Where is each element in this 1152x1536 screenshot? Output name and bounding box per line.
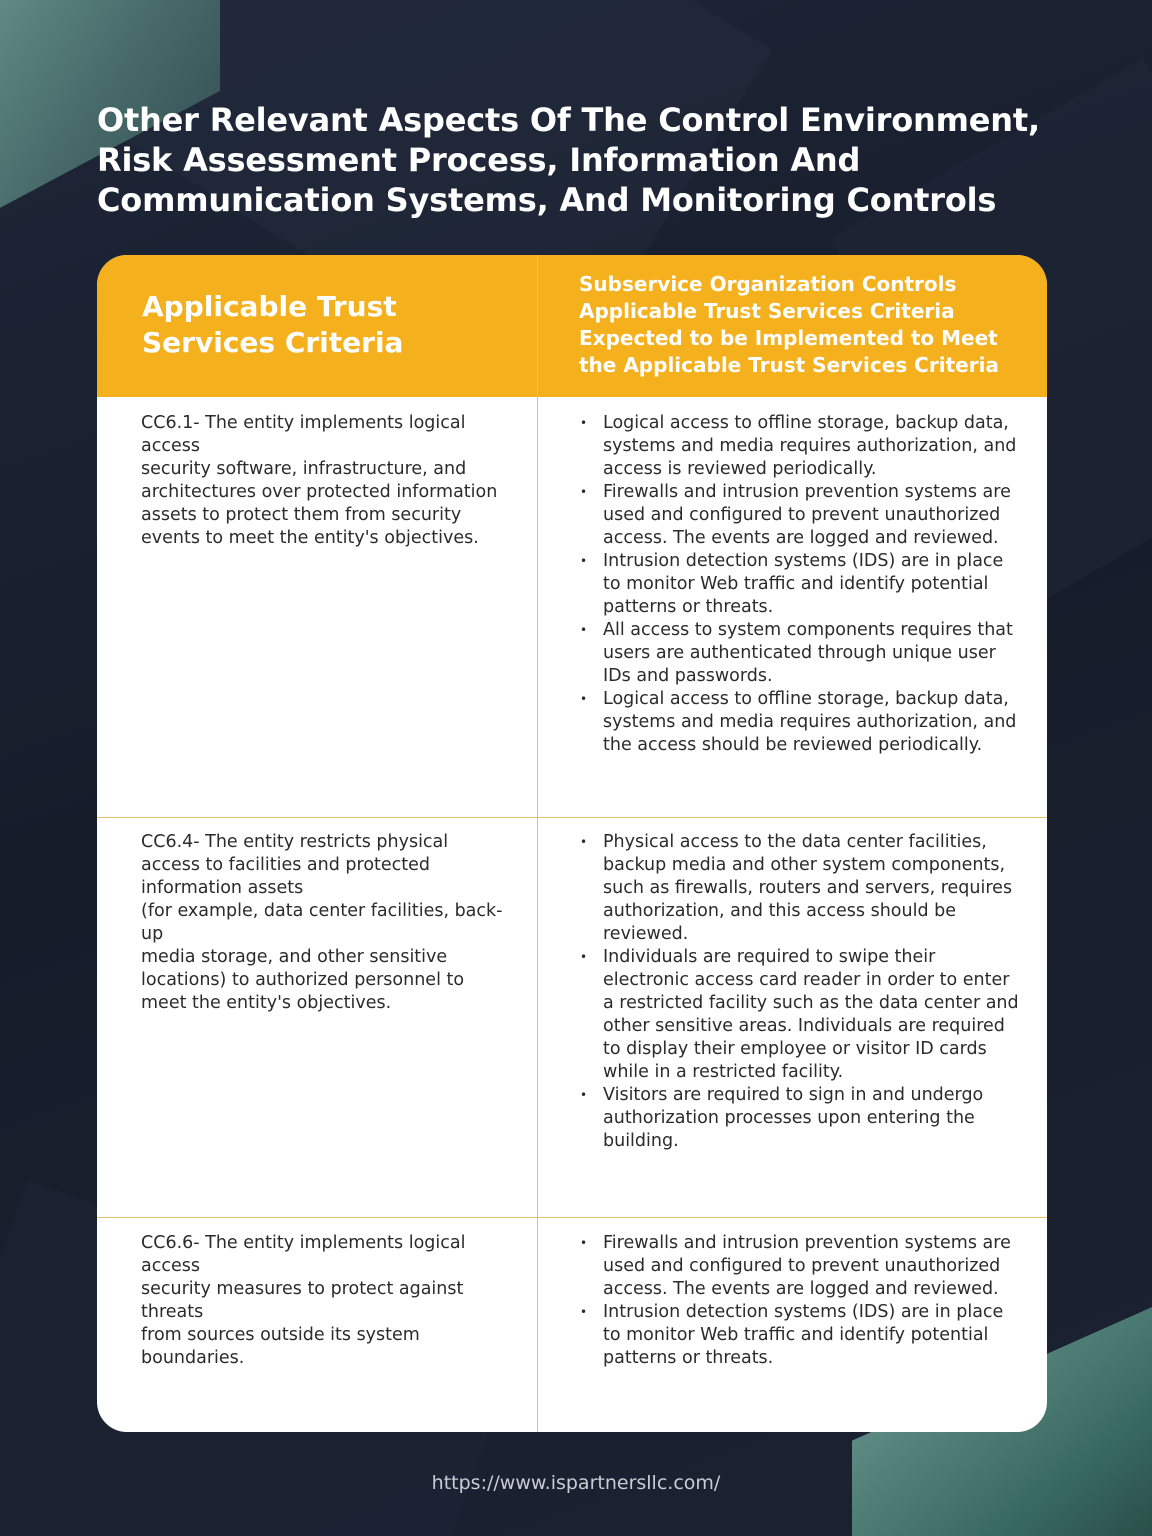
column-divider <box>537 255 538 1432</box>
table-row-controls <box>579 1232 1019 1370</box>
table-row-criteria: CC6.1- The entity implements logical access security software, infrastructure, and architectures over protected information assets to protect them from security events to meet the entity's objectives. <box>141 413 498 548</box>
list-item: • Intrusion detection systems (IDS) are in place to monitor Web traffic and identify potential patterns or threats. <box>579 550 1019 619</box>
list-item: • Logical access to offline storage, backup data, systems and media requires authorization, and access is reviewed periodically. <box>579 412 1019 481</box>
list-item: • Individuals are required to swipe their electronic access card reader in order to enter a restricted facility such as the data center and other sensitive areas. Individuals are required to display their employee or visitor ID cards while in a restricted facility. <box>579 946 1019 1084</box>
list-item: • All access to system components requires that users are authenticated through unique user IDs and passwords. <box>579 619 1019 688</box>
row-divider <box>97 817 1047 818</box>
footer-url: https://www.ispartnersllc.com/ <box>431 1472 721 1494</box>
row-divider <box>97 1217 1047 1218</box>
list-item: • Firewalls and intrusion prevention systems are used and configured to prevent unauthorized access. The events are logged and reviewed. <box>579 481 1019 550</box>
table-row-controls <box>579 412 1019 757</box>
table-row-controls <box>579 831 1019 1153</box>
header-right: Subservice Organization Controls Applicable Trust Services Criteria Expected to be Implemented to Meet the Applicable Trust Services Criteria <box>579 272 999 377</box>
table-row-criteria: CC6.6- The entity implements logical access security measures to protect against threats from sources outside its system boundaries. <box>141 1233 466 1368</box>
table-row-criteria: CC6.4- The entity restricts physical access to facilities and protected information assets (for example, data center facilities, back-up media storage, and other sensitive locations) to authorized personnel to meet the entity's objectives. <box>141 832 503 1013</box>
list-item: • Intrusion detection systems (IDS) are in place to monitor Web traffic and identify potential patterns or threats. <box>579 1301 1019 1370</box>
header-left: Applicable Trust Services Criteria <box>142 290 404 359</box>
list-item: • Visitors are required to sign in and undergo authorization processes upon entering the building. <box>579 1084 1019 1153</box>
criteria-table <box>97 255 1047 1432</box>
list-item: • Physical access to the data center facilities, backup media and other system components, such as firewalls, routers and servers, requires authorization, and this access should be reviewed. <box>579 831 1019 946</box>
table-header <box>97 255 1047 397</box>
list-item: • Firewalls and intrusion prevention systems are used and configured to prevent unauthorized access. The events are logged and reviewed. <box>579 1232 1019 1301</box>
page-title: Other Relevant Aspects Of The Control Environment, Risk Assessment Process, Information And Communication Systems, And Monitoring Controls <box>97 101 1040 219</box>
list-item: • Logical access to offline storage, backup data, systems and media requires authorization, and the access should be reviewed periodically. <box>579 688 1019 757</box>
